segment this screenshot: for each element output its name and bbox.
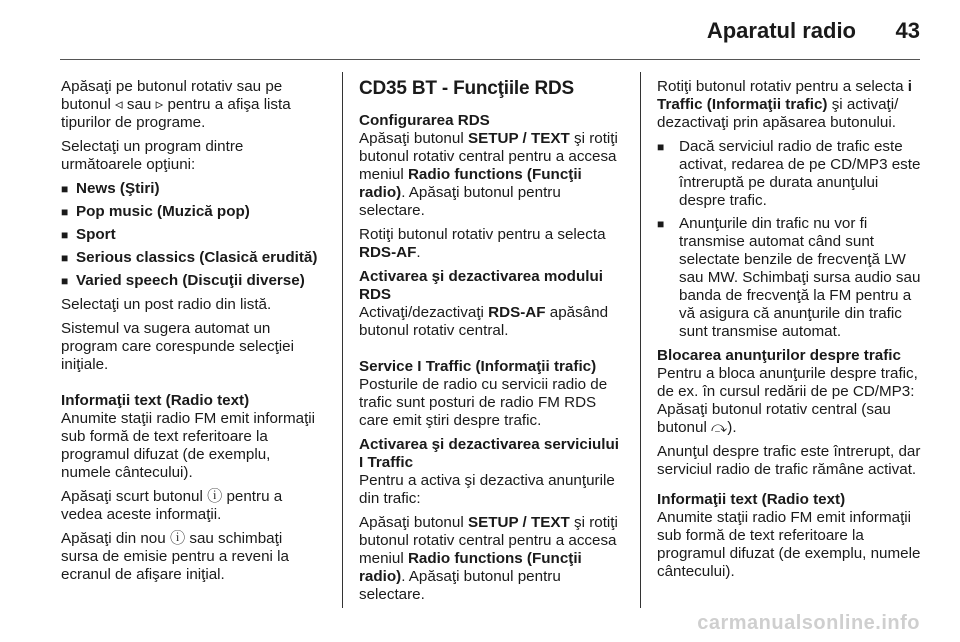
info-button-icon: ⓘ [169,530,186,547]
heading-traffic-service: Service I Traffic (Informaţii trafic) [359,358,597,375]
return-button-icon: ⤼ [711,419,728,436]
paragraph-traffic-toggle: Pentru a activa şi dezactiva anunţurile din trafic: [359,472,615,507]
text-span: Pentru a bloca anunţurile despre trafic, de ex. în cursul redării de pe CD/MP3: Apăsaţi butonul rotativ central (sau butonul [657,365,918,436]
text-span: ). [727,419,737,436]
section-title-rds: CD35 BT - Funcţiile RDS [359,78,574,99]
text-bold: SETUP / TEXT [467,130,570,147]
text-bold: i Traffic (Informaţii trafic) [657,78,912,113]
column-1 [61,78,323,590]
paragraph-select-rds-af [359,226,627,262]
text-span: Rotiţi butonul rotativ pentru a selecta [657,78,908,95]
text-span: sau schimbaţi sursa de emisie pentru a reveni la ecranul de afişare iniţial. [61,530,289,583]
page-number: 43 [895,18,920,43]
list-item: ■ Dacă serviciul radio de trafic este activat, redarea de pe CD/MP3 este întreruptă pe durata anunţului despre trafic. [657,138,927,210]
text-span: Apăsaţi scurt butonul [61,488,208,505]
text-span: şi activaţi/ dezactivaţi prin apăsarea butonului. [657,96,899,131]
text-span: . [416,244,421,261]
heading-radio-text: Informaţii text (Radio text) [61,392,250,409]
program-type-list [61,180,323,290]
text-span: pentru a vedea aceste informaţii. [61,488,283,523]
text-bold: Radio functions (Funcţii radio) [359,166,582,201]
text-bold: RDS-AF [488,304,546,321]
heading-block-traffic: Blocarea anunţurilor despre trafic [657,347,901,364]
column-divider-2 [640,72,641,608]
traffic-notes-list [657,138,927,341]
text-span: Apăsaţi butonul [359,514,468,531]
header-rule [60,59,920,60]
list-item: ■ Pop music (Muzică pop) [61,203,323,221]
text-span: Activaţi/dezactivaţi [359,304,489,321]
heading-traffic-toggle: Activarea şi dezactivarea serviciului I Traffic [359,436,620,471]
heading-rds-toggle: Activarea şi dezactivarea modului RDS [359,268,603,303]
text-span: şi rotiţi butonul rotativ central pentru a accesa meniul [359,130,618,183]
paragraph-auto-suggest: Sistemul va sugera automat un program care corespunde selecţiei iniţiale. [61,320,294,373]
paragraph-traffic-interrupted: Anunţul despre trafic este întrerupt, dar serviciul radio de trafic rămâne activat. [657,443,921,478]
paragraph-select-program: Selectaţi un program dintre următoarele opţiuni: [61,138,244,173]
paragraph-radio-text: Anumite staţii radio FM emit informaţii sub formă de text referitoare la programul difuzat (de exemplu, numele cântecului). [61,410,316,481]
footer-watermark: carmanualsonline.info [697,612,920,634]
list-item: ■ Sport [61,226,323,244]
list-item: ■ Serious classics (Clasică erudită) [61,249,323,267]
text-span: . Apăsaţi butonul pentru selectare. [359,568,561,603]
paragraph-select-station: Selectaţi un post radio din listă. [61,296,272,313]
info-button-icon: ⓘ [207,488,223,505]
column-divider-1 [342,72,343,608]
heading-rds-config: Configurarea RDS [359,112,490,129]
heading-radio-text: Informaţii text (Radio text) [657,491,846,508]
text-bold: SETUP / TEXT [467,514,570,531]
text-span: apăsând butonul rotativ central. [359,304,609,339]
paragraph-return-display [61,530,323,584]
text-bold: Radio functions (Funcţii radio) [359,550,582,585]
text-span: Rotiţi butonul rotativ pentru a selecta [359,226,606,243]
paragraph-traffic-service: Posturile de radio cu servicii radio de trafic sunt posturi de radio FM RDS care emit ştiri despre trafic. [359,376,608,429]
text-span: şi rotiţi butonul rotativ central pentru a accesa meniul [359,514,618,567]
paragraph-rds-toggle [359,304,627,340]
list-item: ■ Anunţurile din trafic nu vor fi transmise automat când sunt selectate benzile de frecvenţă LW sau MW. Schimbaţi sursa audio sau banda de frecvenţă la FM pentru a vă asigura că anunţurile din trafic sunt transmise automat. [657,215,927,341]
paragraph-traffic-setup [359,514,627,604]
text-span: Apăsaţi butonul [359,130,468,147]
paragraph-block-traffic [657,365,927,437]
header-title: Aparatul radio [706,18,856,43]
text-span: Apăsaţi din nou [61,530,170,547]
paragraph-rds-config [359,130,627,220]
list-item: ■ Varied speech (Discuţii diverse) [61,272,323,290]
page-header [0,0,960,60]
list-item: ■ News (Ştiri) [61,180,323,198]
column-3 [657,78,927,587]
column-2 [359,78,627,610]
paragraph-select-traffic [657,78,927,132]
paragraph-show-info [61,488,323,524]
paragraph-radio-text: Anumite staţii radio FM emit informaţii sub formă de text referitoare la programul difuzat (de exemplu, numele cântecului). [657,509,921,580]
text-span: . Apăsaţi butonul pentru selectare. [359,184,561,219]
text-bold: RDS-AF [359,244,417,261]
paragraph-program-list: Apăsaţi pe butonul rotativ sau pe butonul ◃ sau ▹ pentru a afişa lista tipurilor de programe. [61,78,291,131]
